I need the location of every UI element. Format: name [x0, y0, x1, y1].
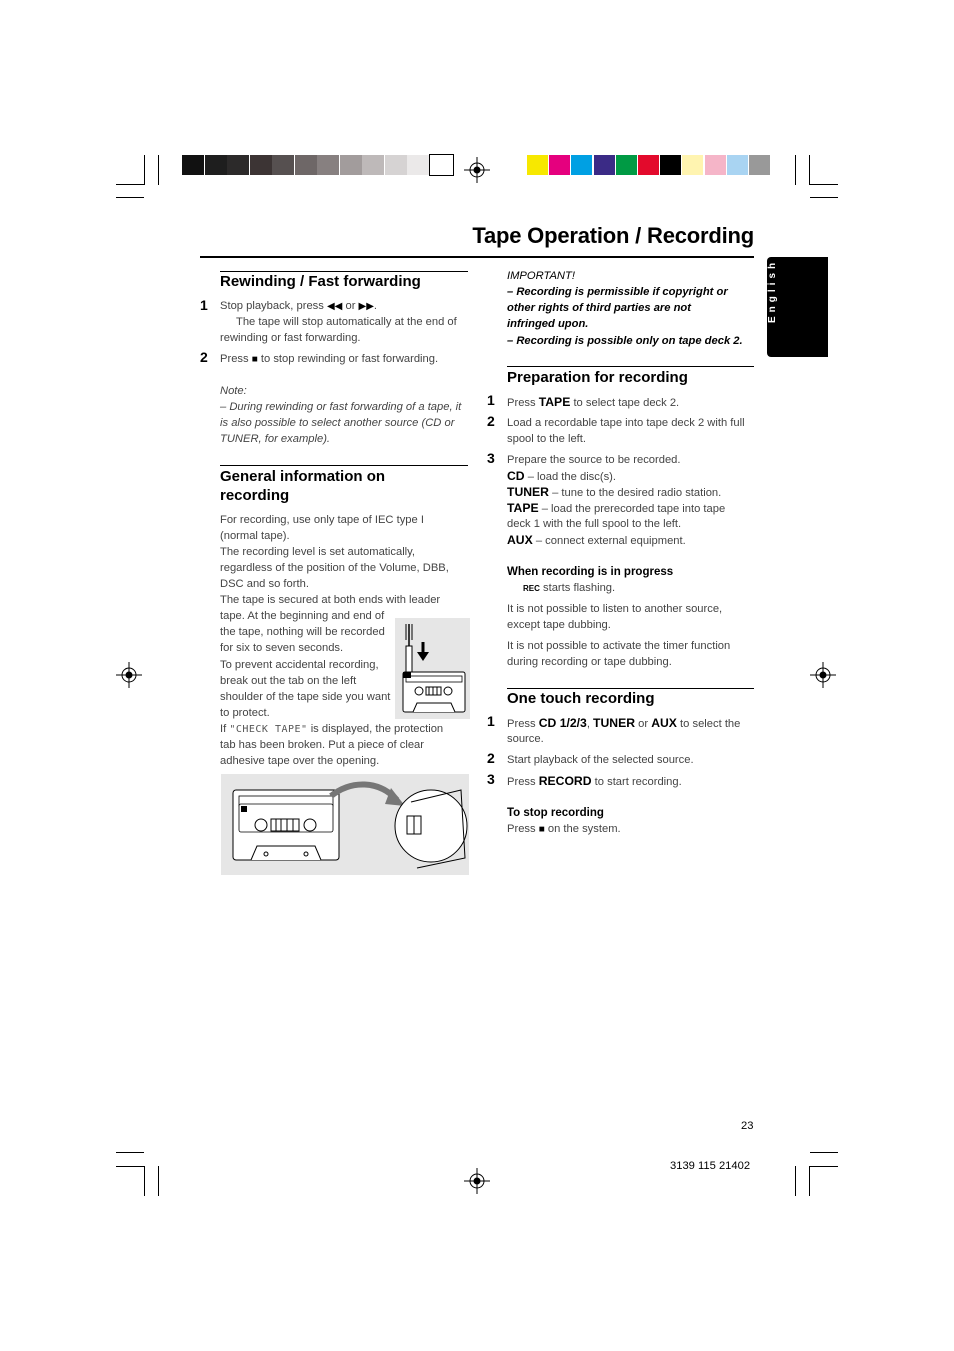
crop-mark — [795, 1166, 796, 1196]
paragraph: The recording level is set automatically, — [220, 546, 416, 558]
crop-mark — [144, 155, 145, 185]
crop-mark — [795, 155, 796, 185]
gray-swatch — [205, 155, 228, 175]
color-swatch — [571, 155, 593, 175]
step-number: 1 — [487, 713, 495, 729]
step-text: rewinding or fast forwarding. — [220, 332, 361, 344]
registration-mark-icon — [464, 157, 490, 183]
color-swatch — [749, 155, 771, 175]
color-swatch — [638, 155, 660, 175]
key-label: TAPE — [538, 395, 571, 409]
crop-mark — [810, 197, 838, 198]
gray-swatch — [430, 155, 453, 175]
paragraph: tab has been broken. Put a piece of clear — [220, 739, 424, 751]
cassette-adhesive-tape-icon — [221, 774, 469, 875]
registration-mark-icon — [810, 662, 836, 688]
source-tape: deck 1 with the full spool to the left. — [507, 518, 682, 530]
gray-swatch — [272, 155, 295, 175]
section-heading-preparation: Preparation for recording — [507, 369, 688, 386]
rec-status: REC starts flashing. — [523, 582, 616, 594]
step-text: Stop playback, press ◀◀ or ▶▶. — [220, 300, 378, 312]
paragraph: It is not possible to activate the timer function — [507, 640, 731, 652]
color-swatch — [660, 155, 682, 175]
step-number: 2 — [487, 750, 495, 766]
step-text: Start playback of the selected source. — [507, 754, 694, 766]
gray-swatch — [227, 155, 250, 175]
paragraph: For recording, use only tape of IEC type I — [220, 514, 424, 526]
section-rule — [220, 465, 468, 466]
step-text: source. — [507, 733, 544, 745]
step-text: Press ■ to stop rewinding or fast forwarding. — [220, 353, 439, 365]
section-heading-general: recording — [220, 487, 290, 504]
paragraph: regardless of the position of the Volume, DBB, — [220, 562, 449, 574]
gray-swatch — [362, 155, 385, 175]
source-cd: CD – load the disc(s). — [507, 469, 617, 483]
important-label: IMPORTANT! — [507, 270, 575, 282]
source-aux: AUX – connect external equipment. — [507, 533, 686, 547]
paragraph: adhesive tape over the opening. — [220, 755, 380, 767]
step-number: 1 — [200, 297, 208, 313]
important-text: – Recording is permissible if copyright or — [507, 286, 728, 298]
paragraph: during recording or tape dubbing. — [507, 656, 672, 668]
color-swatch — [727, 155, 749, 175]
cassette-adhesive-figure — [221, 774, 469, 875]
rewind-icon: ◀◀ — [326, 301, 343, 312]
section-heading-rewinding: Rewinding / Fast forwarding — [220, 273, 421, 290]
note-text: is also possible to select another source (CD or — [220, 417, 455, 429]
paragraph: tape. At the beginning and end of — [220, 610, 385, 622]
color-swatch — [594, 155, 616, 175]
key-label: TUNER — [507, 485, 549, 499]
paragraph: To prevent accidental recording, — [220, 659, 379, 671]
page-number: 23 — [741, 1120, 754, 1132]
color-swatch — [527, 155, 549, 175]
crop-mark — [809, 155, 810, 185]
gray-swatch — [340, 155, 363, 175]
title-rule — [200, 256, 754, 258]
color-swatch — [549, 155, 571, 175]
language-tab-label — [767, 299, 797, 323]
paragraph: It is not possible to listen to another source, — [507, 603, 723, 615]
key-label: TAPE — [507, 501, 539, 515]
important-text: – Recording is possible only on tape deck 2. — [507, 335, 743, 347]
paragraph: DSC and so forth. — [220, 578, 309, 590]
key-label: AUX — [507, 533, 533, 547]
color-swatch — [705, 155, 727, 175]
gray-swatch — [250, 155, 273, 175]
crop-mark — [810, 1166, 838, 1167]
paragraph: shoulder of the tape side you want — [220, 691, 391, 703]
key-label: TUNER — [593, 716, 636, 730]
step-number: 1 — [487, 392, 495, 408]
step-text: Press ■ on the system. — [507, 823, 621, 835]
color-swatch — [616, 155, 638, 175]
subheading-stop-recording: To stop recording — [507, 807, 604, 819]
crop-mark — [144, 1166, 145, 1196]
gray-swatch — [407, 155, 430, 175]
source-tuner: TUNER – tune to the desired radio station. — [507, 485, 722, 499]
step-number: 2 — [200, 349, 208, 365]
cassette-screwdriver-icon — [395, 618, 470, 719]
step-text: Press TAPE to select tape deck 2. — [507, 395, 680, 409]
important-text: other rights of third parties are not — [507, 302, 691, 314]
paragraph: the tape, nothing will be recorded — [220, 626, 385, 638]
crop-mark — [158, 1166, 159, 1196]
step-text: Press CD 1/2/3, TUNER or AUX to select the — [507, 716, 741, 730]
cassette-tab-figure — [395, 618, 470, 719]
note-text: – During rewinding or fast forwarding of a tape, it — [220, 401, 462, 413]
stop-icon: ■ — [251, 354, 258, 365]
step-number: 3 — [487, 771, 495, 787]
step-text: Press RECORD to start recording. — [507, 774, 682, 788]
step-text: spool to the left. — [507, 433, 586, 445]
crop-mark — [810, 184, 838, 185]
crop-mark — [809, 1166, 810, 1196]
paragraph: except tape dubbing. — [507, 619, 611, 631]
crop-mark — [810, 1152, 838, 1153]
registration-mark-icon — [116, 662, 142, 688]
key-label: CD 1/2/3 — [538, 716, 587, 730]
step-text: Load a recordable tape into tape deck 2 with full — [507, 417, 745, 429]
paragraph: for six to seven seconds. — [220, 642, 344, 654]
paragraph: The tape is secured at both ends with leader — [220, 594, 441, 606]
important-text: infringed upon. — [507, 318, 589, 330]
paragraph: break out the tab on the left — [220, 675, 357, 687]
step-text: The tape will stop automatically at the end of — [236, 316, 457, 328]
key-label: RECORD — [538, 774, 592, 788]
fast-forward-icon: ▶▶ — [358, 301, 374, 312]
note-label: Note: — [220, 385, 247, 397]
step-text: Prepare the source to be recorded. — [507, 454, 681, 466]
section-heading-general: General information on — [220, 468, 386, 485]
rec-indicator: REC — [523, 584, 540, 593]
page-title: Tape Operation / Recording — [472, 223, 754, 248]
color-swatch — [682, 155, 704, 175]
stop-icon: ■ — [538, 824, 545, 835]
paragraph: (normal tape). — [220, 530, 290, 542]
source-tape: TAPE – load the prerecorded tape into tape — [507, 501, 726, 515]
step-number: 3 — [487, 450, 495, 466]
crop-mark — [116, 184, 144, 185]
subheading-in-progress: When recording is in progress — [507, 566, 674, 578]
document-code: 3139 115 21402 — [670, 1160, 751, 1172]
key-label: AUX — [651, 716, 677, 730]
crop-mark — [116, 1152, 144, 1153]
gray-swatch — [385, 155, 408, 175]
key-label: CD — [507, 469, 525, 483]
gray-swatch — [317, 155, 340, 175]
step-number: 2 — [487, 413, 495, 429]
display-message: "CHECK TAPE" — [229, 724, 308, 735]
paragraph: to protect. — [220, 707, 270, 719]
note-text: TUNER, for example). — [220, 433, 331, 445]
section-heading-one-touch: One touch recording — [507, 690, 655, 707]
paragraph: If "CHECK TAPE" is displayed, the protection — [220, 723, 444, 735]
section-rule — [507, 366, 754, 367]
crop-mark — [116, 1166, 144, 1167]
gray-swatch — [182, 155, 205, 175]
crop-mark — [116, 197, 144, 198]
gray-swatch — [295, 155, 318, 175]
crop-mark — [158, 155, 159, 185]
registration-mark-icon — [464, 1168, 490, 1194]
